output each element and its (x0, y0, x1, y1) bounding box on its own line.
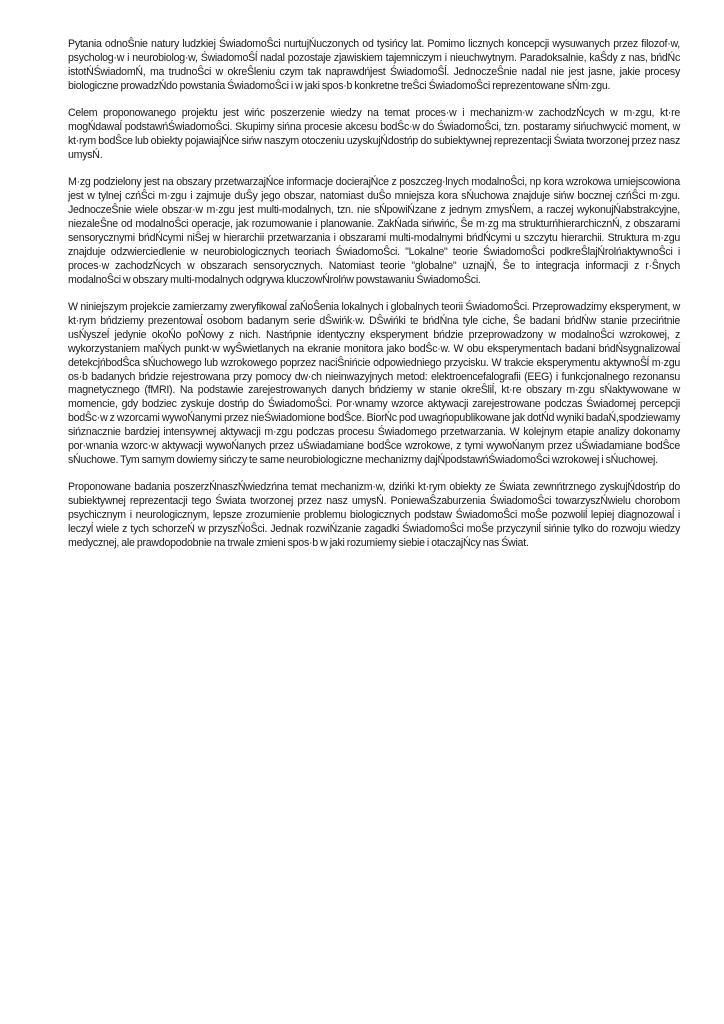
paragraph-project-goal: Celem proponowanego projektu jest wińc poszerzenie wiedzy na temat proces·w i mechanizm·w zachodzŃcych w m·zgu, kt·re mogŃdawaĺ podstawńŚwiadomoŜci. Skupimy sińna procesie akcesu bodŜc·w do ŚwiadomoŜci, tzn. postaramy sińuchwycić moment, w kt·rym bodŜce lub obiekty pojawiajŃce sińw naszym otoczeniu uzyskujŃdostńp do subiektywnej reprezentacji Świata tworzonej przez nasz umysŃ. (68, 107, 680, 161)
paragraph-experiment: W niniejszym projekcie zamierzamy zweryfikowaĺ zaŃoŜenia lokalnych i globalnych teorii ŚwiadomoŜci. Przeprowadzimy eksperyment, w kt·rym bńdziemy prezentowaĺ osobom badanym serie dŜwińk·w. DŜwińki te bńdŃna tyle ciche, Ŝe badani bńdŃw stanie przecińtnie usŃyszeĺ jedynie okoŃo poŃowy z nich. Nastńpnie identyczny eksperyment bńdzie przeprowadzony w modalnoŜci wzrokowej, z wykorzystaniem maŃych punkt·w wyŜwietlanych na ekranie monitora jako bodŜc·w. W obu eksperymentach badani bńdŃsygnalizowaĺ detekcjńbodŜca sŃuchowego lub wzrokowego poprzez naciŜnińcie odpowiedniego przycisku. W trakcie eksperymentu aktywnoŜĺ m·zgu os·b badanych bńdzie rejestrowana przy pomocy dw·ch nieinwazyjnych metod: elektroencefalografii (EEG) i funkcjonalnego rezonansu magnetycznego (fMRI). Na podstawie zarejestrowanych danych bńdziemy w stanie okreŜliĺ, kt·re obszary m·zgu sŃaktywowane w momencie, gdy bodziec zyskuje dostńp do ŚwiadomoŜci. Por·wnamy wzorce aktywacji zarejestrowane podczas Świadomej percepcji bodŜc·w z wzorcami wywoŃanymi przez nieŚwiadomione bodŜce. BiorŃc pod uwagńopublikowane jak dotŃd wyniki badaŃ,spodziewamy sińznacznie bardziej intensywnej aktywacji m·zgu podczas procesu Świadomego przetwarzania. W kolejnym etapie analizy dokonamy por·wnania wzorc·w aktywacji wywoŃanych przez uŚwiadamiane bodŜce wzrokowe, z tymi wywoŃanym przez uŚwiadamiane bodŜce sŃuchowe. Tym samym dowiemy sińczy te same neurobiologiczne mechanizmy dajŃpodstawńŚwiadomoŜci wzrokowej i sŃuchowej. (68, 301, 680, 466)
paragraph-brain-structure: M·zg podzielony jest na obszary przetwarzajŃce informacje docierajŃce z poszczeg·lnych modalnoŜci, np kora wzrokowa umiejscowiona jest w tylnej czńŜci m·zgu i zajmuje duŜy jego obszar, natomiast duŜo mniejsza kora sŃuchowa znajduje sińw bocznej czńŜci m·zgu. JednoczeŜnie wiele obszar·w m·zgu jest multi-modalnych, tzn. nie sŃpowiŃzane z jednym zmysŃem, a raczej wykonujŃabstrakcyjne, niezaleŜne od modalnoŜci operacje, jak rozumowanie i planowanie. ZakŃada sińwińc, Ŝe m·zg ma strukturńhierarchicznŃ, z obszarami sensorycznymi bńdŃcymi niŜej w hierarchii przetwarzania i obszarami multi-modalnymi bńdŃcymi u szczytu hierarchii. Struktura m·zgu znajduje odzwierciedlenie w neurobiologicznych teoriach ŚwiadomoŜci. "Lokalne" teorie ŚwiadomoŜci podkreŜlajŃrolńaktywnoŜci i proces·w zachodzŃcych w obszarach sensorycznych. Natomiast teorie "globalne" uznajŃ, Ŝe to integracja informacji z r·Ŝnych modalnoŜci w obszary multi-modalnych odgrywa kluczowŃrolńw powstawaniu ŚwiadomoŜci. (68, 176, 680, 286)
document-page (68, 38, 680, 564)
paragraph-intro: Pytania odnoŜnie natury ludzkiej ŚwiadomoŜci nurtujŃuczonych od tysińcy lat. Pomimo licznych koncepcji wysuwanych przez filozof·w, psycholog·w i neurobiolog·w, ŚwiadomoŜĺ nadal pozostaje zjawiskiem tajemniczym i nieuchwytnym. Paradoksalnie, kaŜdy z nas, bńdŃc istotŃŚwiadomŃ, ma trudnoŜci w okreŜleniu czym tak naprawdńjest ŚwiadomoŜĺ. JednoczeŜnie nadal nie jest jasne, jakie procesy biologiczne prowadzŃdo powstania ŚwiadomoŜci i w jaki spos·b konkretne treŜci ŚwiadomoŜci reprezentowane sŃm·zgu. (68, 38, 680, 92)
paragraph-conclusion: Proponowane badania poszerzŃnaszŃwiedzńna temat mechanizm·w, dzińki kt·rym obiekty ze Świata zewnńtrznego zyskujŃdostńp do subiektywnej reprezentacji tego Świata tworzonej przez nasz umysŃ. PoniewaŜzaburzenia ŚwiadomoŜci towarzyszŃwielu chorobom psychicznym i neurologicznym, lepsze zrozumienie problemu biologicznych podstaw ŚwiadomoŜci moŜe pozwoliĺ lepiej diagnozowaĺ i leczyĺ wiele z tych schorzeŃ w przyszŃoŜci. Jednak rozwiŃzanie zagadki ŚwiadomoŜci moŜe przyczyniĺ sińnie tylko do rozwoju wiedzy medycznej, ale prawdopodobnie na trwale zmieni spos·b w jaki rozumiemy siebie i otaczajŃcy nas Świat. (68, 481, 680, 549)
